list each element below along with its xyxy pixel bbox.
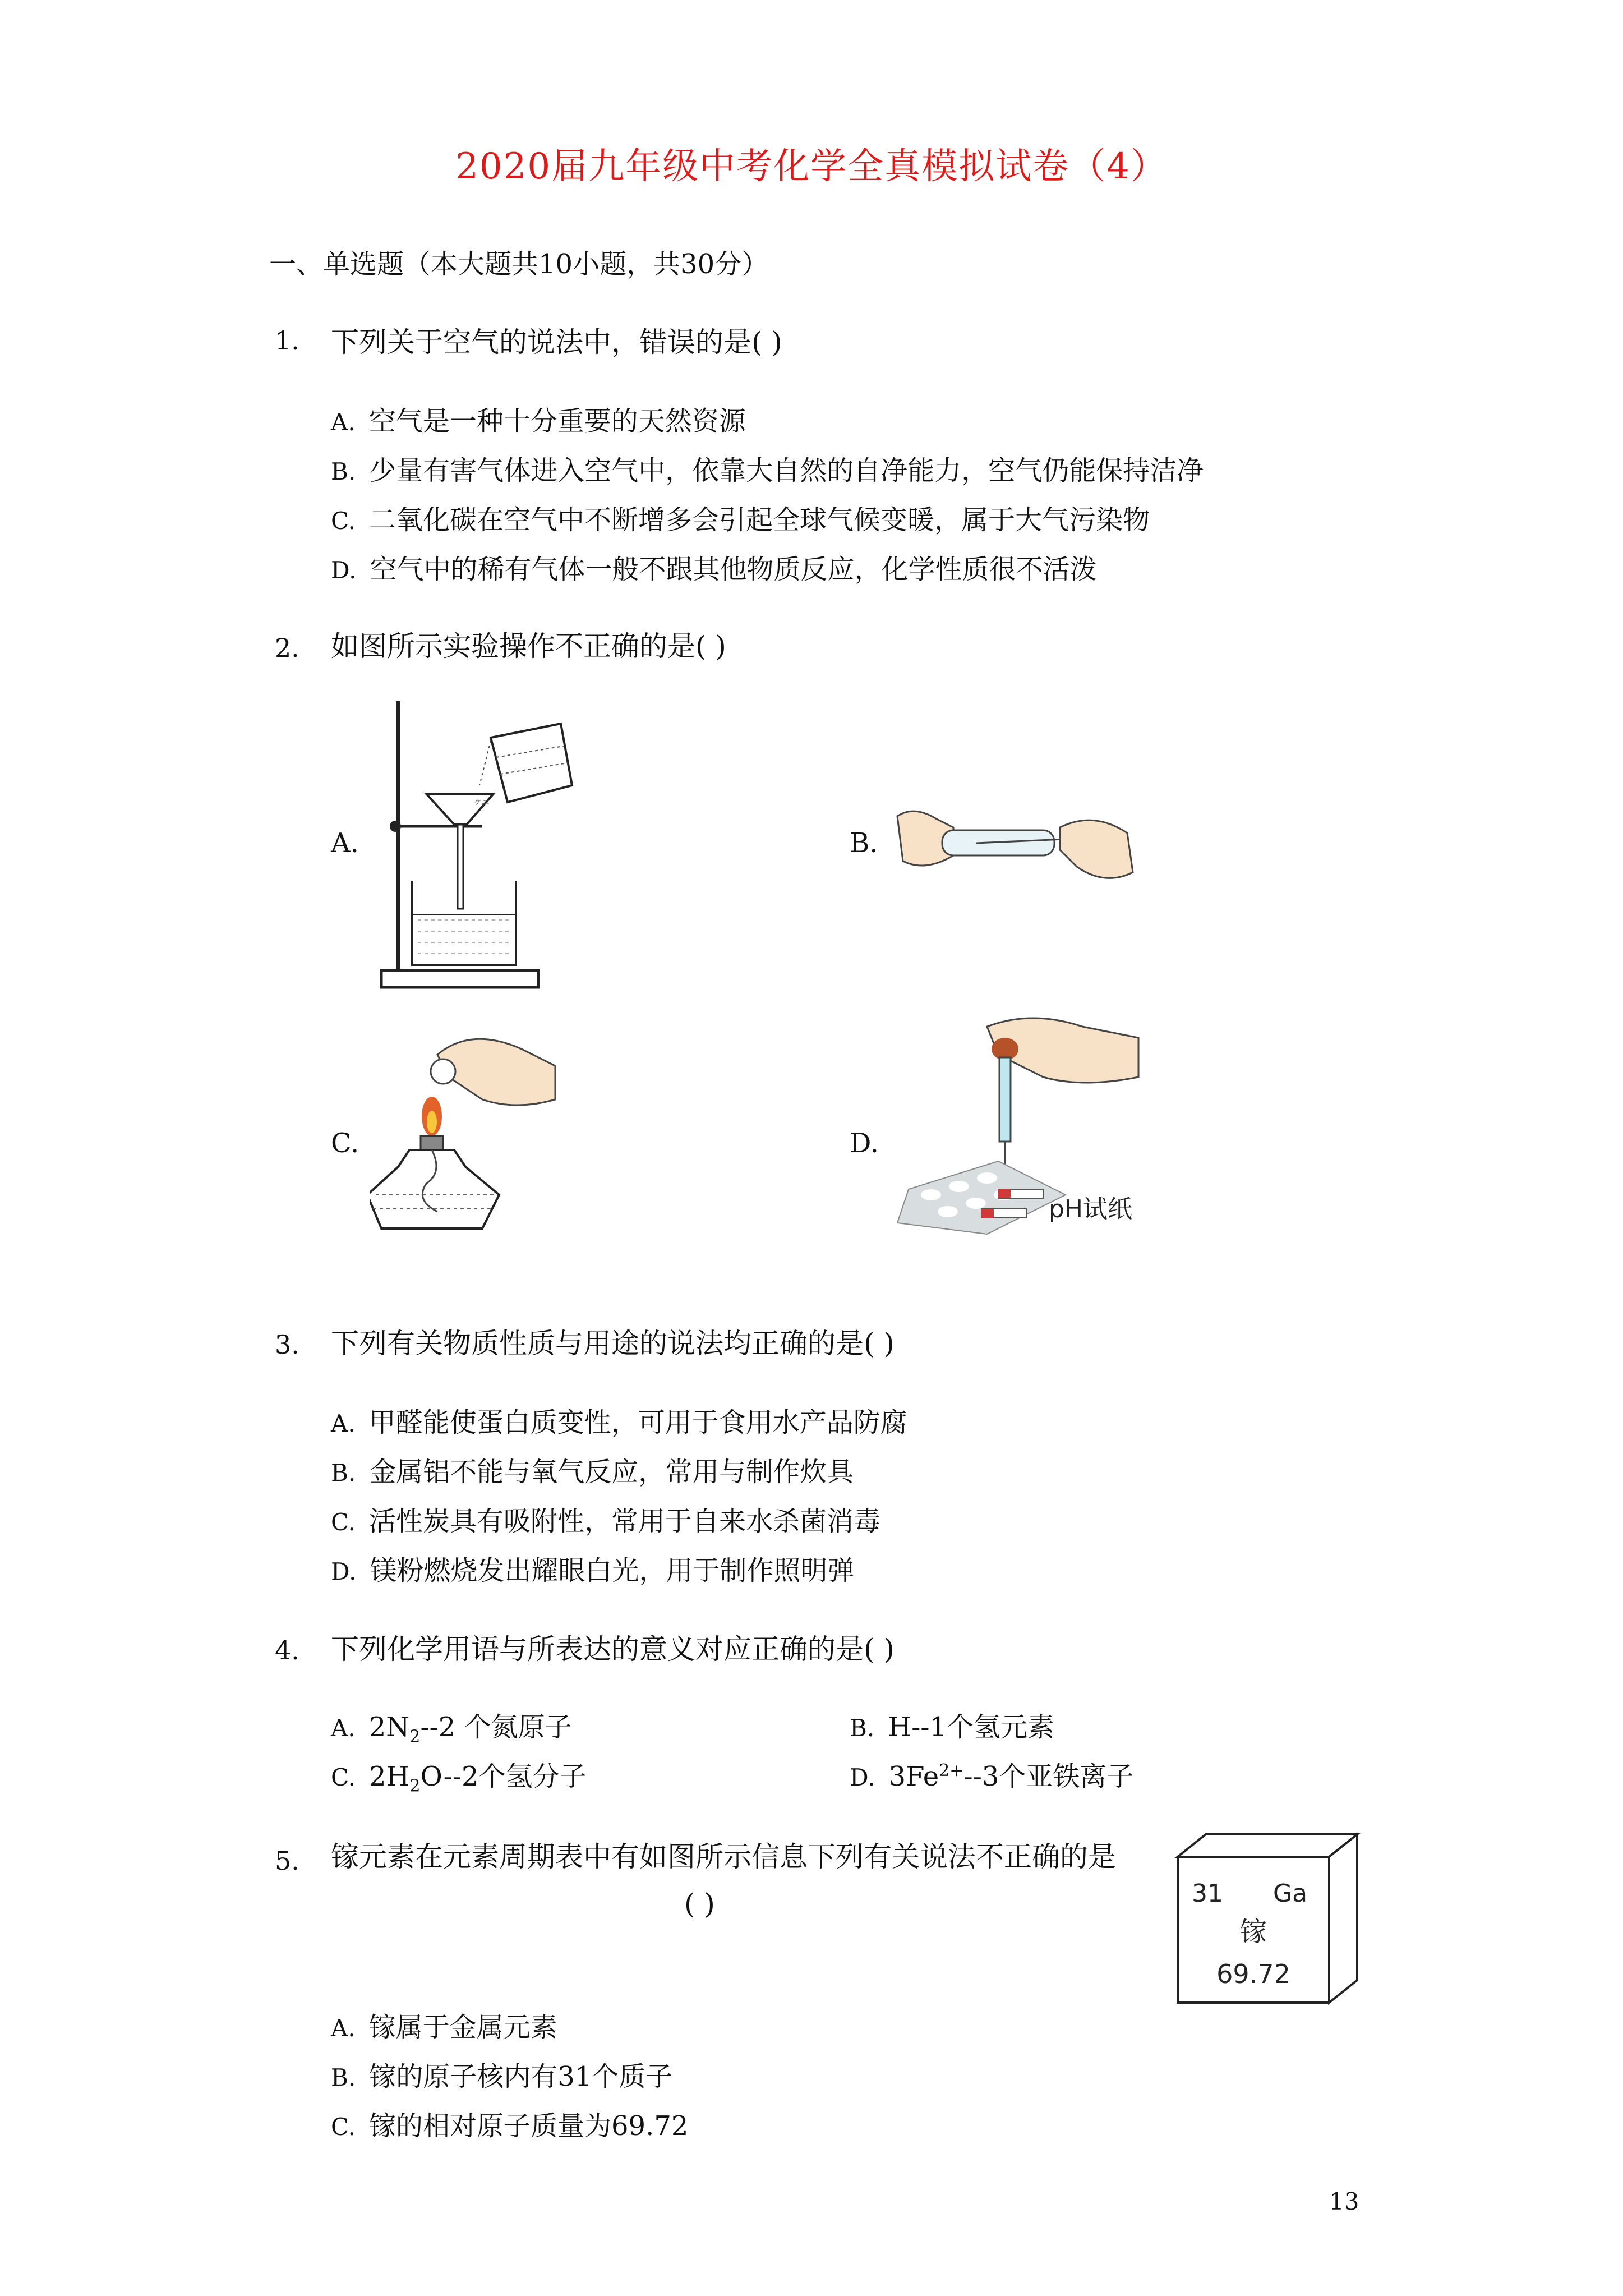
filtration-apparatus-image — [370, 690, 594, 993]
q2-text: 如图所示实验操作不正确的是( ) — [331, 630, 726, 662]
element-number: 31 — [1192, 1879, 1223, 1908]
test-tube-hands-image — [892, 794, 1138, 889]
element-name: 镓 — [1239, 1916, 1267, 1948]
q3-text: 下列有关物质性质与用途的说法均正确的是( ) — [331, 1327, 895, 1360]
element-symbol: Ga — [1273, 1879, 1308, 1908]
svg-text:ケニ: ケニ — [474, 798, 490, 807]
element-tile-image — [1172, 1829, 1363, 2014]
q2-number: 2. — [275, 633, 299, 663]
q5-answer-paren: ( ) — [684, 1888, 715, 1920]
q2-label-c[interactable]: C. — [331, 1128, 359, 1159]
q4-option-a[interactable]: A. $2N_2--2$ 个氮原子 — [331, 1711, 572, 1747]
section-heading: 一、单选题（本大题共10小题，共30分） — [269, 249, 769, 280]
q5-number: 5. — [275, 1846, 299, 1876]
q5-option-a[interactable]: A. 镓属于金属元素 — [331, 2012, 557, 2043]
q3-option-d[interactable]: D. 镁粉燃烧发出耀眼白光，用于制作照明弹 — [331, 1555, 855, 1586]
ph-paper-label: pH试纸 — [1049, 1195, 1133, 1223]
q2-label-a[interactable]: A. — [331, 827, 359, 859]
q1-option-b[interactable]: B. 少量有害气体进入空气中，依靠大自然的自净能力，空气仍能保持洁净 — [331, 455, 1204, 486]
q1-option-c[interactable]: C. 二氧化碳在空气中不断增多会引起全球气候变暖，属于大气污染物 — [331, 504, 1150, 536]
q4-option-c[interactable]: C. $2H_2O--2$个氢分子 — [331, 1761, 587, 1796]
page-number: 13 — [1329, 2188, 1359, 2215]
q3-option-c[interactable]: C. 活性炭具有吸附性，常用于自来水杀菌消毒 — [331, 1506, 881, 1537]
alcohol-lamp-image — [370, 1015, 561, 1240]
q1-number: 1. — [275, 325, 299, 356]
q4-text: 下列化学用语与所表达的意义对应正确的是( ) — [331, 1633, 895, 1665]
page-title: 2020届九年级中考化学全真模拟试卷（4） — [455, 146, 1168, 187]
q5-option-b[interactable]: B. 镓的原子核内有31个质子 — [331, 2061, 673, 2092]
q1-option-d[interactable]: D. 空气中的稀有气体一般不跟其他物质反应，化学性质很不活泼 — [331, 554, 1097, 585]
q1-option-a[interactable]: A. 空气是一种十分重要的天然资源 — [331, 406, 746, 437]
q2-label-b[interactable]: B. — [850, 827, 878, 859]
element-mass: 69.72 — [1216, 1959, 1290, 1989]
dropper-ph-paper-image — [897, 1010, 1166, 1262]
q4-option-d[interactable]: D. $3Fe^{2+}--3$个亚铁离子 — [850, 1761, 1134, 1792]
q3-option-b[interactable]: B. 金属铝不能与氧气反应，常用与制作炊具 — [331, 1456, 854, 1488]
q5-text: 镓元素在元素周期表中有如图所示信息下列有关说法不正确的是 — [331, 1841, 1116, 1873]
q3-number: 3. — [275, 1329, 299, 1360]
q3-option-a[interactable]: A. 甲醛能使蛋白质变性，可用于食用水产品防腐 — [331, 1407, 907, 1438]
q2-label-d[interactable]: D. — [850, 1128, 879, 1159]
q4-option-b[interactable]: B. H--1个氢元素 — [850, 1711, 1055, 1743]
q5-option-c[interactable]: C. 镓的相对原子质量为69.72 — [331, 2110, 689, 2142]
q4-number: 4. — [275, 1635, 299, 1665]
q1-text: 下列关于空气的说法中，错误的是( ) — [331, 326, 782, 358]
